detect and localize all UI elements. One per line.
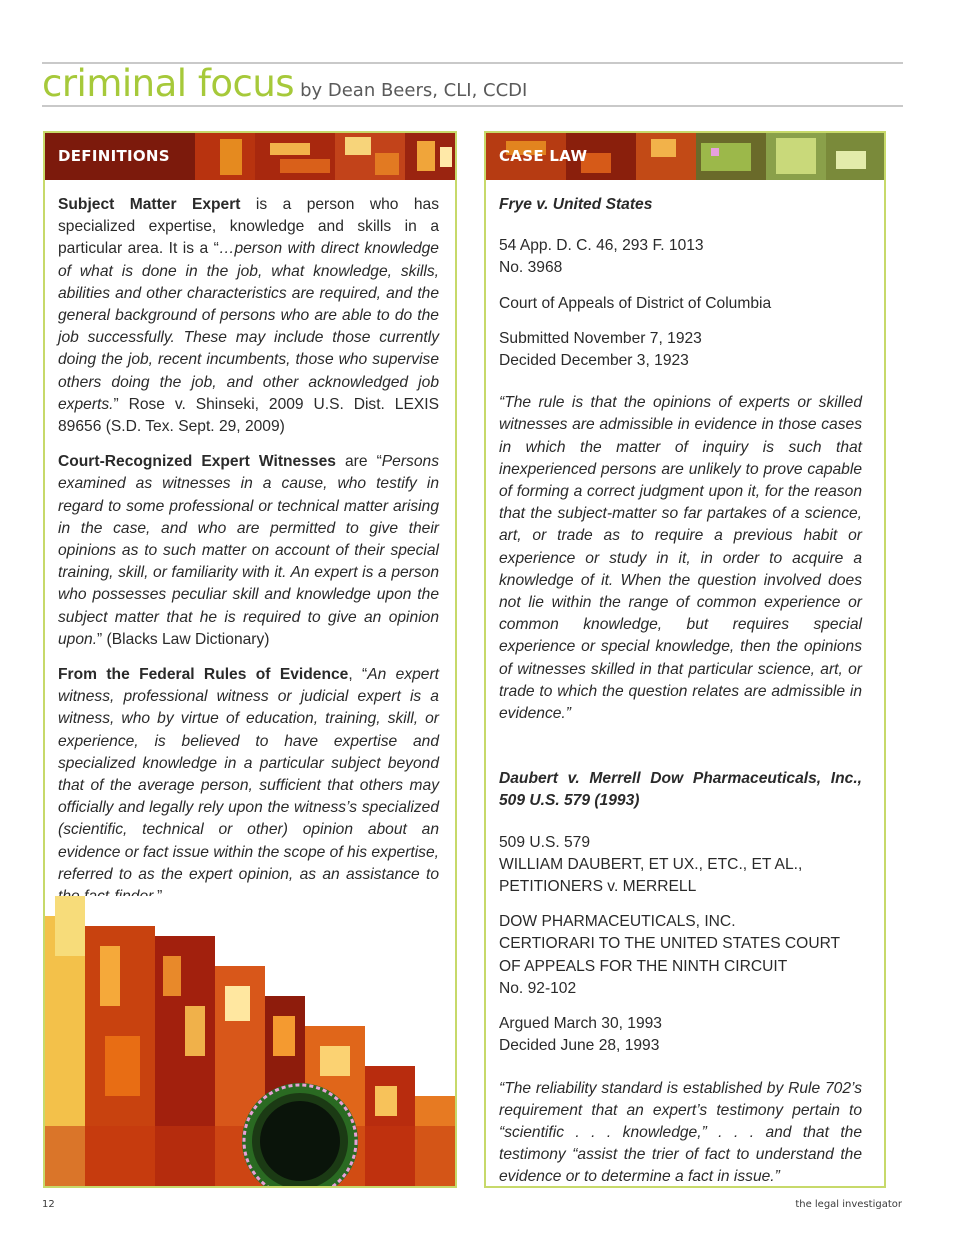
daubert-parties: WILLIAM DAUBERT, ET UX., ETC., ET AL., PETITIONERS v. MERRELL <box>499 855 803 896</box>
daubert-argued-date: Argued March 30, 1993 <box>499 1015 662 1033</box>
frye-case-title: Frye v. United States <box>499 196 653 213</box>
definition-citation: ” (Blacks Law Dictionary) <box>97 630 270 648</box>
page-header <box>42 62 527 106</box>
case-law-heading: CASE LAW <box>499 147 588 165</box>
definitions-header <box>45 133 455 180</box>
frye-submitted-date: Submitted November 7, 1923 <box>499 329 702 347</box>
frye-court: Court of Appeals of District of Columbia <box>499 294 772 312</box>
definitions-body <box>45 180 455 908</box>
publication-name: the legal investigator <box>795 1199 902 1210</box>
byline: by Dean Beers, CLI, CCDI <box>300 80 528 101</box>
daubert-certiorari: CERTIORARI TO THE UNITED STATES COURT OF APPEALS FOR THE NINTH CIRCUIT <box>499 935 840 975</box>
daubert-parties-block <box>499 832 862 899</box>
definition-federal-rules <box>58 664 439 908</box>
definitions-panel <box>43 131 457 1188</box>
case-law-panel <box>484 131 886 1188</box>
spacer <box>499 738 862 768</box>
daubert-quote: “The reliability standard is established by Rule 702’s requirement that an expert’s testimony pertain to “scientific . . . knowledge,” . . . and that the testimony “assist the trier of fact to understand the evidence or to determine a fact in issue.” <box>499 1079 862 1186</box>
definition-quote: Persons examined as witnesses in a cause, who testify in regard to some professional or technical matter arising in the case, and who are permitted to give their opinions as to such matter on account of their special training, skill, or familiarity with it. An expert is a person who possesses peculiar skill and knowledge upon the subject matter that he is required to give an opinion upon. <box>58 453 439 648</box>
daubert-respondent: DOW PHARMACEUTICALS, INC. <box>499 913 736 931</box>
frye-dates <box>499 328 862 372</box>
definition-court-recognized-expert <box>58 451 439 651</box>
decorative-collage-image <box>45 896 455 1186</box>
frye-decided-date: Decided December 3, 1923 <box>499 352 689 370</box>
definition-text: , “ <box>348 666 368 684</box>
case-law-header <box>486 133 884 180</box>
daubert-decided-date: Decided June 28, 1993 <box>499 1037 660 1055</box>
header-bottom-rule <box>42 105 903 107</box>
term-federal-rules: From the Federal Rules of Evidence <box>58 666 349 684</box>
daubert-docket-number: No. 92-102 <box>499 979 577 997</box>
section-title: criminal focus <box>42 62 295 105</box>
definition-quote: …person with direct knowledge of what is done in the job, what knowledge, skills, abilities and other characteristics are required, and the general background of persons who are able to do the job successfully. These may include those currently doing the job, recent incumbents, those who supervise others doing the job, and other acknowledged job experts. <box>58 240 439 413</box>
definition-text: is a person who has specialized expertise, knowledge and skills in a particular area. It is a “ <box>58 196 439 258</box>
daubert-certiorari-block <box>499 911 862 1000</box>
definition-subject-matter-expert <box>58 194 439 438</box>
frye-quote: “The rule is that the opinions of experts or skilled witnesses are admissible in evidence in those cases in which the matter of inquiry is such that inexperienced persons are unlikely to prove capable of forming a correct judgment upon it, for the reason that the subject-matter so far partakes of a science, art, or trade as to require a previous habit or experience or study in it, in order to acquire a knowledge of it. When the question involved does not lie within the range of common experience or common knowledge, but requires special experience or special knowledge, then the opinions of witnesses skilled in that particular science, art, or trade to which the question relates are admissible in evidence.” <box>499 394 862 723</box>
frye-docket-number: No. 3968 <box>499 259 563 277</box>
frye-citation-reporter: 54 App. D. C. 46, 293 F. 1013 <box>499 237 704 255</box>
case-law-body <box>486 180 884 1188</box>
daubert-citation: 509 U.S. 579 <box>499 833 591 851</box>
term-subject-matter-expert: Subject Matter Expert <box>58 196 241 213</box>
term-court-recognized-expert: Court-Recognized Expert Witnesses <box>58 453 336 471</box>
definition-citation: ” Rose v. Shinseki, 2009 U.S. Dist. LEXIS 89656 (S.D. Tex. Sept. 29, 2009) <box>58 395 439 436</box>
frye-citations <box>499 235 862 279</box>
daubert-case-title: Daubert v. Merrell Dow Pharmaceuticals, Inc., 509 U.S. 579 (1993) <box>499 770 862 810</box>
definition-text: are “ <box>335 453 382 471</box>
daubert-dates <box>499 1013 862 1057</box>
definitions-heading: DEFINITIONS <box>58 147 170 165</box>
page-number: 12 <box>42 1199 55 1210</box>
definition-quote: An expert witness, professional witness or judicial expert is a witness, who by virtue of education, training, skill, or experience, is believed to have expertise and specialized knowledge in a particular subject beyond that of the average person, sufficient that others may officially and legally rely upon the witness’s specialized (scientific, technical or other) opinion about an evidence or fact issue within the scope of his expertise, referred to as the expert opinion, as an assistance to <box>58 666 439 883</box>
